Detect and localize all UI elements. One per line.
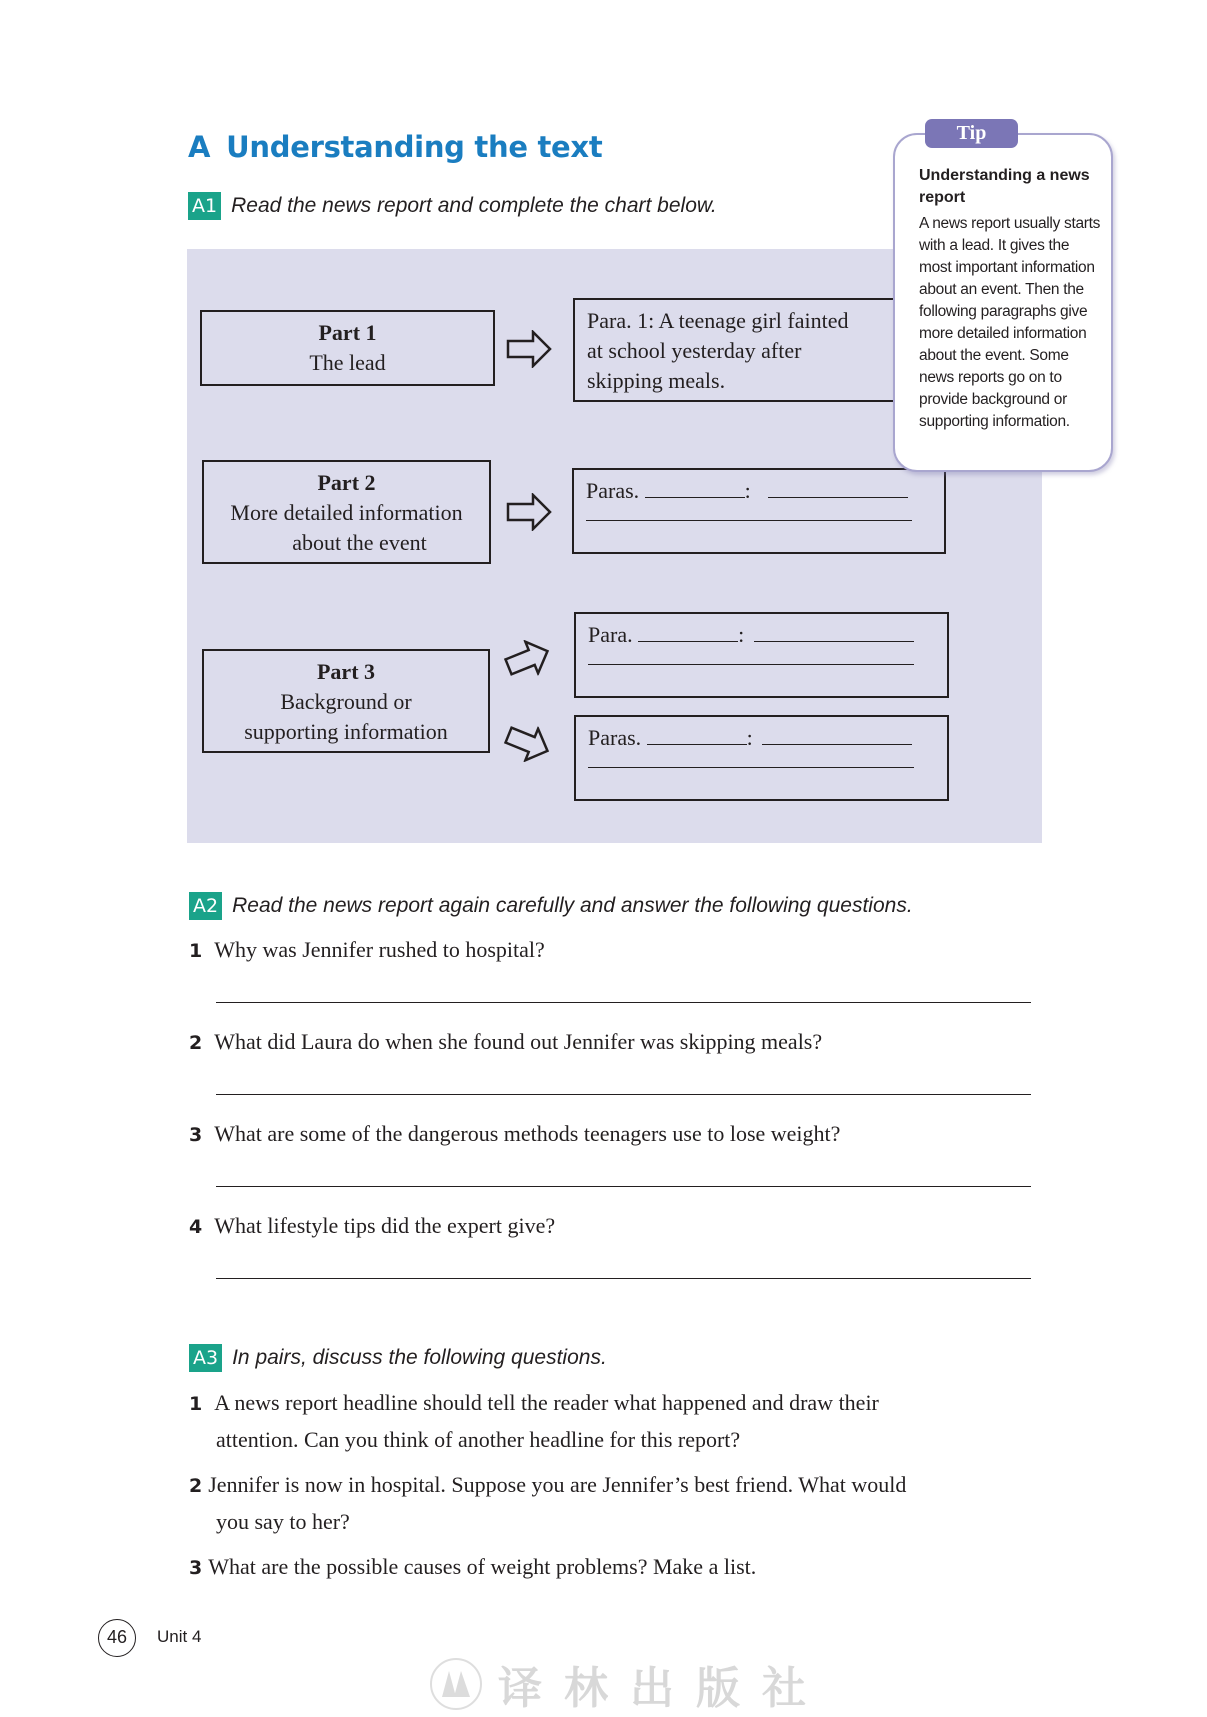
a3-instruction xyxy=(189,1344,607,1372)
question-text: What are some of the dangerous methods teenagers use to lose weight? xyxy=(214,1121,841,1146)
question-number: 3 xyxy=(189,1124,203,1146)
separator: : xyxy=(738,622,745,647)
para-1-answer-box xyxy=(573,298,913,402)
arrow-right-icon xyxy=(506,493,552,531)
paras-label: Paras. xyxy=(586,478,640,503)
question-text: A news report headline should tell the reader what happened and draw their xyxy=(214,1390,879,1415)
part-3-title: Part 3 xyxy=(316,659,376,684)
separator: : xyxy=(746,725,753,750)
publisher-watermark xyxy=(430,1652,828,1716)
part-3-desc: Background or xyxy=(280,689,412,714)
part-1-title: Part 1 xyxy=(318,320,377,345)
para-number-blank[interactable] xyxy=(647,725,747,745)
para-1-line: Para. 1: A teenage girl fainted xyxy=(587,308,849,333)
summary-blank-line[interactable] xyxy=(588,664,914,665)
page-number: 46 xyxy=(98,1619,136,1657)
a2-question-4 xyxy=(189,1208,555,1245)
paras-label: Paras. xyxy=(588,725,642,750)
a2-instruction-text: Read the news report again carefully and answer the following questions. xyxy=(232,894,913,917)
a3-question-2 xyxy=(189,1467,906,1540)
section-letter: A xyxy=(188,130,211,164)
part-1-box xyxy=(200,310,495,386)
para-number-blank[interactable] xyxy=(645,478,745,498)
part-1-desc: The lead xyxy=(309,350,386,375)
part-2-answer-box[interactable] xyxy=(572,468,946,554)
question-text: What did Laura do when she found out Jennifer was skipping meals? xyxy=(214,1029,823,1054)
watermark-text: 译林出版社 xyxy=(498,1663,828,1714)
arrow-right-icon xyxy=(506,330,552,368)
tip-body: A news report usually starts with a lead. It gives the most important information about an event. Then the following paragraphs give more detailed information about the event. Some news reports go on to provide background or supporting information. xyxy=(919,215,1101,430)
question-text: Why was Jennifer rushed to hospital? xyxy=(214,937,545,962)
para-label: Para. xyxy=(588,622,633,647)
question-number: 1 xyxy=(189,940,203,962)
summary-blank[interactable] xyxy=(754,622,914,642)
part-2-title: Part 2 xyxy=(317,470,376,495)
summary-blank-line[interactable] xyxy=(588,767,914,768)
a1-badge: A1 xyxy=(188,192,221,220)
a3-instruction-text: In pairs, discuss the following questions. xyxy=(232,1346,607,1369)
a1-instruction xyxy=(188,192,717,220)
tree-logo-icon xyxy=(430,1658,482,1710)
section-title: Understanding the text xyxy=(226,130,603,164)
summary-blank[interactable] xyxy=(762,725,912,745)
answer-line-3[interactable] xyxy=(216,1186,1031,1187)
a3-question-1 xyxy=(189,1385,879,1458)
part-2-box xyxy=(202,460,491,564)
section-heading xyxy=(188,130,602,164)
a2-question-3 xyxy=(189,1116,840,1153)
a1-instruction-text: Read the news report and complete the chart below. xyxy=(231,194,717,217)
unit-label: Unit 4 xyxy=(157,1627,202,1646)
a2-badge: A2 xyxy=(189,892,222,920)
part-3b-answer-box[interactable] xyxy=(574,715,949,801)
question-number: 2 xyxy=(189,1032,203,1054)
para-1-line: at school yesterday after xyxy=(587,338,802,363)
question-text: What lifestyle tips did the expert give? xyxy=(214,1213,556,1238)
summary-blank-line[interactable] xyxy=(586,520,912,521)
tip-box xyxy=(893,133,1113,472)
part-2-desc: about the event xyxy=(292,530,427,555)
part-3-box xyxy=(202,649,490,753)
para-number-blank[interactable] xyxy=(638,622,738,642)
para-1-line: skipping meals. xyxy=(587,368,726,393)
summary-blank[interactable] xyxy=(768,478,908,498)
answer-line-4[interactable] xyxy=(216,1278,1031,1279)
a2-question-2 xyxy=(189,1024,822,1061)
a2-instruction xyxy=(189,892,913,920)
a3-question-3 xyxy=(189,1549,756,1586)
answer-line-1[interactable] xyxy=(216,1002,1031,1003)
answer-line-2[interactable] xyxy=(216,1094,1031,1095)
a2-question-1 xyxy=(189,932,545,969)
question-text: What are the possible causes of weight problems? Make a list. xyxy=(208,1554,757,1579)
part-2-desc: More detailed information xyxy=(230,500,463,525)
question-text: you say to her? xyxy=(216,1509,350,1534)
question-text: Jennifer is now in hospital. Suppose you are Jennifer’s best friend. What would xyxy=(208,1472,907,1497)
question-number: 3 xyxy=(189,1557,203,1579)
question-text: attention. Can you think of another headline for this report? xyxy=(216,1427,741,1452)
question-number: 2 xyxy=(189,1475,203,1497)
a3-badge: A3 xyxy=(189,1344,222,1372)
tip-tab: Tip xyxy=(925,119,1018,148)
question-number: 1 xyxy=(189,1393,203,1415)
part-3-desc: supporting information xyxy=(244,719,448,744)
separator: : xyxy=(744,478,751,503)
tip-heading: Understanding a news report xyxy=(919,167,1090,206)
part-3a-answer-box[interactable] xyxy=(574,612,949,698)
question-number: 4 xyxy=(189,1216,203,1238)
